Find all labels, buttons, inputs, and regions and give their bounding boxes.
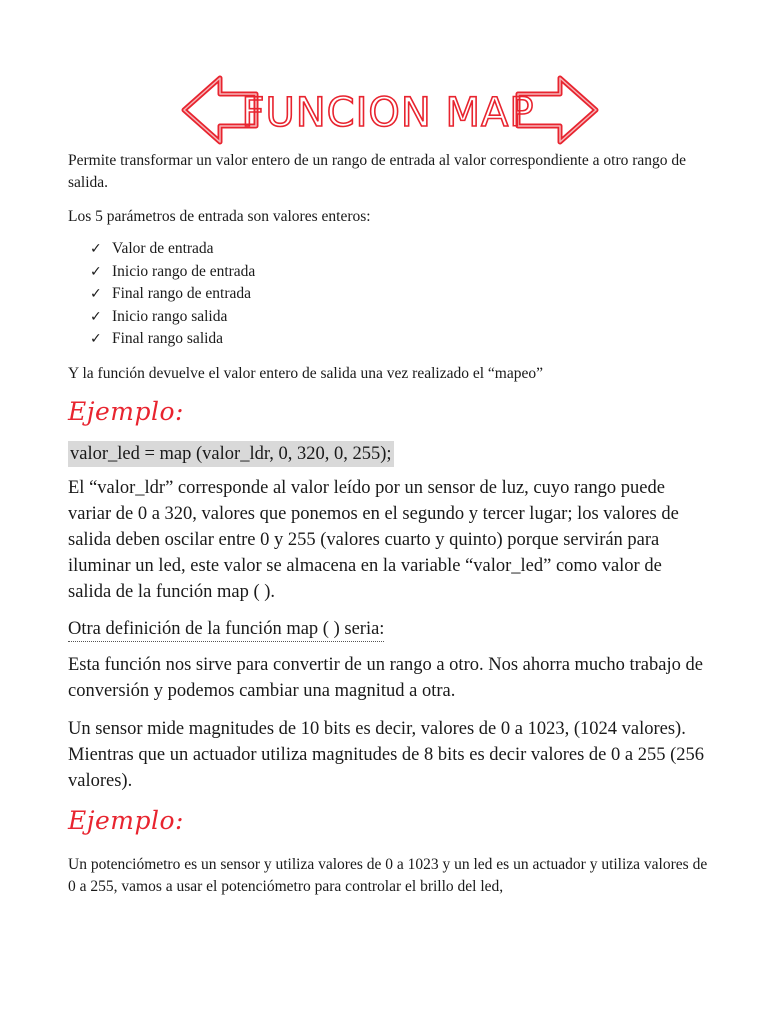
list-item-label: Inicio rango de entrada xyxy=(112,262,256,280)
example-explanation: El “valor_ldr” corresponde al valor leído por un sensor de luz, cuyo rango puede variar de 0 a 320, valores que ponemos en el segundo y tercer lugar; los valores de salida deben oscilar entre 0 y 255 (valores cuarto y quinto) porque servirán para iluminar un led, este valor se almacena en la variable “valor_led” como valor de salida de la función map ( ). xyxy=(68,477,679,602)
check-icon: ✓ xyxy=(90,286,102,302)
list-item xyxy=(90,306,708,329)
example2-paragraph: Un potenciómetro es un sensor y utiliza valores de 0 a 1023 y un led es un actuador y utiliza valores de 0 a 255, vamos a usar el potenciómetro para controlar el brillo del led, xyxy=(68,855,708,895)
parameter-checklist xyxy=(68,238,708,351)
check-icon: ✓ xyxy=(90,241,102,257)
definition-paragraph-2: Un sensor mide magnitudes de 10 bits es decir, valores de 0 a 1023, (1024 valores). Mientras que un actuador utiliza magnitudes de 8 bits es decir valores de 0 a 255 (256 valores). xyxy=(68,718,705,791)
code-snippet: valor_led = map (valor_ldr, 0, 320, 0, 255); xyxy=(68,441,394,467)
intro-paragraph-1: Permite transformar un valor entero de un rango de entrada al valor correspondiente a otro rango de salida. xyxy=(68,152,687,191)
list-item xyxy=(90,238,708,261)
list-item xyxy=(90,283,708,306)
list-item-label: Final rango salida xyxy=(112,330,224,347)
definition-paragraph-1: Esta función nos sirve para convertir de un rango a otro. Nos ahorra mucho trabajo de conversión y podemos cambiar una magnitud a otra. xyxy=(68,654,703,701)
example-heading-2: Ejemplo: xyxy=(68,805,184,835)
list-item-label: Final rango de entrada xyxy=(112,285,252,302)
check-icon: ✓ xyxy=(90,331,102,347)
main-content xyxy=(68,150,708,910)
check-icon: ✓ xyxy=(90,308,102,325)
list-item-label: Inicio rango salida xyxy=(112,307,228,325)
check-icon: ✓ xyxy=(90,263,102,280)
list-item-label: Valor de entrada xyxy=(112,240,214,257)
definition-title: Otra definición de la función map ( ) seria: xyxy=(68,617,384,642)
title-banner-graphic xyxy=(180,72,600,150)
title-banner xyxy=(180,72,600,150)
list-item xyxy=(90,328,708,351)
banner-title: FUNCION MAP xyxy=(241,90,535,136)
example-heading-1: Ejemplo: xyxy=(68,396,184,426)
intro-paragraph-3: Y la función devuelve el valor entero de salida una vez realizado el “mapeo” xyxy=(68,364,543,382)
intro-paragraph-2: Los 5 parámetros de entrada son valores enteros: xyxy=(68,208,371,225)
list-item xyxy=(90,261,708,284)
